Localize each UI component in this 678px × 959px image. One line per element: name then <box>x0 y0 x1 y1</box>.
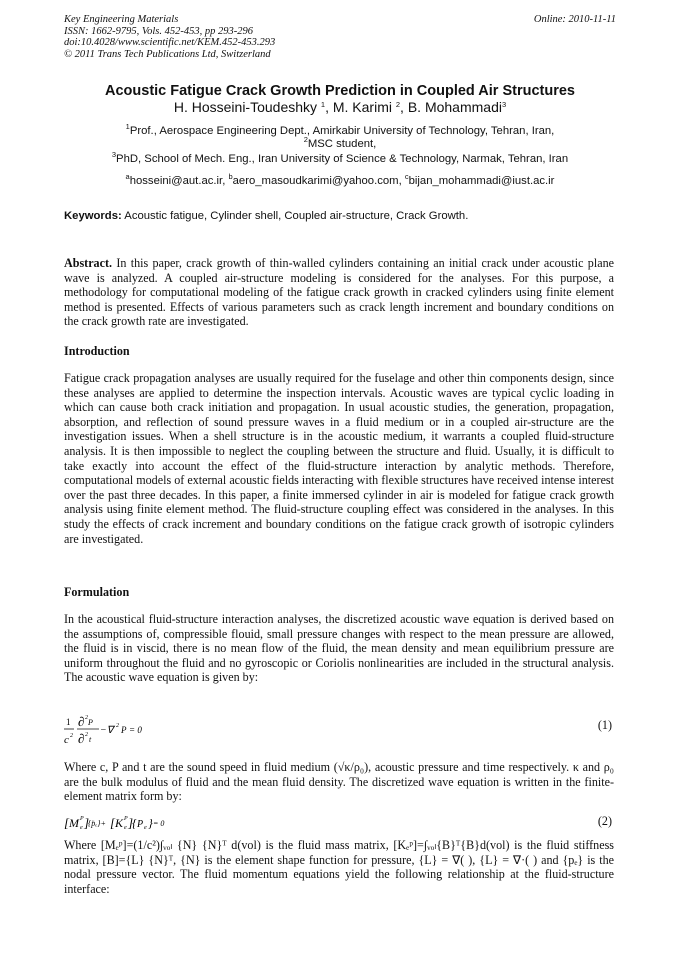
svg-text:c: c <box>64 734 69 746</box>
author-list: H. Hosseini-Toudeshky $^1$, M. Karimi $^2$, B. Mohammadi$^3$ <box>173 99 507 115</box>
section-heading-introduction: Introduction <box>64 344 130 358</box>
svg-text:P: P <box>121 725 127 735</box>
svg-text:= 0: = 0 <box>153 819 165 828</box>
svg-text:{: { <box>132 816 137 830</box>
affiliation-3 <box>64 150 616 167</box>
section-heading-formulation: Formulation <box>64 585 130 599</box>
author-sup: 1 <box>320 100 326 109</box>
email-sup: c <box>404 172 409 181</box>
abstract-label: Abstract. <box>64 256 113 270</box>
doi-line: doi:10.4028/www.scientific.net/KEM.452-453.293 <box>64 37 276 48</box>
affiliation-sup: 2 <box>303 135 308 144</box>
author-name: H. Hosseini-Toudeshky <box>173 99 318 115</box>
author-sup: 3 <box>501 100 507 109</box>
svg-text:]: ] <box>128 815 134 830</box>
svg-text:[: [ <box>110 815 116 830</box>
abstract-text: In this paper, crack growth of thin-walled cylinders containing an initial crack under acoustic plane wave is analyzed. A coupled air-structure modeling is considered for the analyses. For this purpose, a methodology for computational modeling of the fatigue crack growth in cracked cylinders using finite element method is presented. Effects of various parameters such as crack length increment and boundary conditions on the crack growth rate are investigated. <box>64 256 614 329</box>
svg-text:}: } <box>148 816 153 830</box>
email-address: aero_masoudkarimi@yahoo.com <box>232 175 399 187</box>
equation-2-graphic <box>64 810 184 834</box>
affiliation-1 <box>64 122 616 139</box>
affiliation-sup: 1 <box>125 122 130 131</box>
svg-text:K: K <box>115 816 124 830</box>
equation-1 <box>64 712 184 750</box>
svg-text:e: e <box>80 825 83 831</box>
formulation-paragraph-1: In the acoustical fluid-structure interaction analyses, the discretized acoustic wave equation is derived based on the assumptions of, compressible flouid, small pressure changes with respect to the mean pressure are allowed, the fluid is in viscid, there is no mean flow of the fluid, the mean density and mean equilibrium pressure are uniform throughout the fluid and no gyroscopic or Coriolis nonlinearities are included in the structural analysis. The acoustic wave equation is given by: <box>64 612 614 685</box>
svg-text:P: P <box>80 816 84 822</box>
equation-1-graphic <box>64 712 184 750</box>
abstract <box>64 256 614 329</box>
equation-1-number: (1) <box>597 718 612 732</box>
svg-text:−∇: −∇ <box>100 725 114 736</box>
paper-title: Acoustic Fatigue Crack Growth Prediction in Coupled Air Structures <box>105 83 575 99</box>
affiliation-text: PhD, School of Mech. Eng., Iran University of Science & Technology, Narmak, Tehran, Iran <box>116 153 569 165</box>
issn-line: ISSN: 1662-9795, Vols. 452-453, pp 293-296 <box>64 25 253 37</box>
author-sup: 2 <box>395 100 401 109</box>
svg-text:2: 2 <box>116 723 119 729</box>
svg-text:e: e <box>124 825 127 831</box>
email-address: hosseini@aut.ac.ir <box>129 175 223 187</box>
author-name: M. Karimi <box>332 99 392 115</box>
introduction-text: Fatigue crack propagation analyses are usually required for the fuselage and other thin components design, since these analyses are applied to determine the inspection intervals. Acoustic waves are typical cyclic loading in which can cause both crack initiation and propagation. In usual acoustic studies, the generation, propagation, absorption, and reflection of sound pressure waves in a fluid medium or in a coupled air-structure are the investigation issues. When a shell structure is in the acoustic medium, it warrants a coupled fluid-structure analysis. It is then impossible to neglect the coupling between the structure and fluid. Usually, it is difficult to take exactly into account the effect of the fluid-structure interaction by analytic methods. Therefore, computational models of external acoustic fields interacting with flexible structures have received intense interest over the past three decades. In this paper, a finite immersed cylinder in air is modeled for fatigue crack growth analysis using finite element method. The fluid-structure coupling effect was considered in the analyses. In this study the effects of crack increment and boundary conditions on the fatigue crack growth of isotropic cylinders are investigated. <box>64 371 614 546</box>
journal-header <box>64 14 616 60</box>
copyright-line: © 2011 Trans Tech Publications Ltd, Switzerland <box>64 48 271 60</box>
affiliation-2 <box>64 135 616 152</box>
email-address: bijan_mohammadi@iust.ac.ir <box>408 175 555 187</box>
svg-text:M: M <box>69 816 79 830</box>
svg-text:e: e <box>144 825 147 831</box>
journal-name: Key Engineering Materials <box>64 14 179 25</box>
svg-text:P: P <box>88 718 93 727</box>
online-date: Online: 2010-11-11 <box>533 14 616 25</box>
svg-text:∂: ∂ <box>78 731 85 746</box>
svg-text:P: P <box>124 816 128 822</box>
svg-text:2: 2 <box>85 732 88 738</box>
svg-text:]: ] <box>84 815 90 830</box>
affiliation-text: MSC student, <box>307 138 377 150</box>
formulation-paragraph-2: Where c, P and t are the sound speed in fluid medium (√κ/ρ₀), acoustic pressure and time respectively. κ and ρ₀ are the bulk modulus of fluid and the mean fluid density. The discretized wave equation is written in the finite-element matrix form by: <box>64 760 614 804</box>
svg-text:t: t <box>89 735 92 744</box>
svg-text:{p̈ₑ}+: {p̈ₑ}+ <box>88 819 106 828</box>
svg-text:2: 2 <box>70 733 73 739</box>
svg-text:= 0: = 0 <box>129 725 142 735</box>
equation-2 <box>64 810 184 834</box>
svg-text:P: P <box>137 819 144 830</box>
keywords <box>64 210 616 222</box>
svg-text:2: 2 <box>85 715 88 721</box>
keywords-text: Acoustic fatigue, Cylinder shell, Coupled air-structure, Crack Growth. <box>124 210 469 222</box>
author-name: B. Mohammadi <box>407 99 502 115</box>
keywords-label: Keywords: <box>64 210 122 222</box>
svg-text:1: 1 <box>66 717 71 727</box>
email-sup: a <box>125 172 130 181</box>
affiliation-text: Prof., Aerospace Engineering Dept., Amirkabir University of Technology, Tehran, Iran, <box>129 125 555 137</box>
email-list: $^a$hosseini@aut.ac.ir, $^b$aero_masoudkarimi@yahoo.com, $^c$bijan_mohammadi@iust.ac.ir <box>125 172 555 187</box>
email-sup: b <box>228 172 233 181</box>
affiliation-sup: 3 <box>111 150 117 159</box>
formulation-paragraph-3: Where [Mₑᵖ]=(1/c²)∫ᵥₒₗ {N} {N}ᵀ d(vol) is the fluid mass matrix, [Kₑᵖ]=∫ᵥₒₗ{B}ᵀ{B}d(vol) is the fluid stiffness matrix, [B]={L} {N}ᵀ, {N} is the element shape function for pressure, {L} = ∇( ), {L} = ∇·( ) and {pₑ} is the nodal pressure vector. The fluid momentum equations yield the following relationship at the fluid-structure interface: <box>64 838 614 896</box>
equation-2-number: (2) <box>597 814 612 828</box>
svg-text:∂: ∂ <box>78 714 85 729</box>
svg-text:[: [ <box>64 815 70 830</box>
